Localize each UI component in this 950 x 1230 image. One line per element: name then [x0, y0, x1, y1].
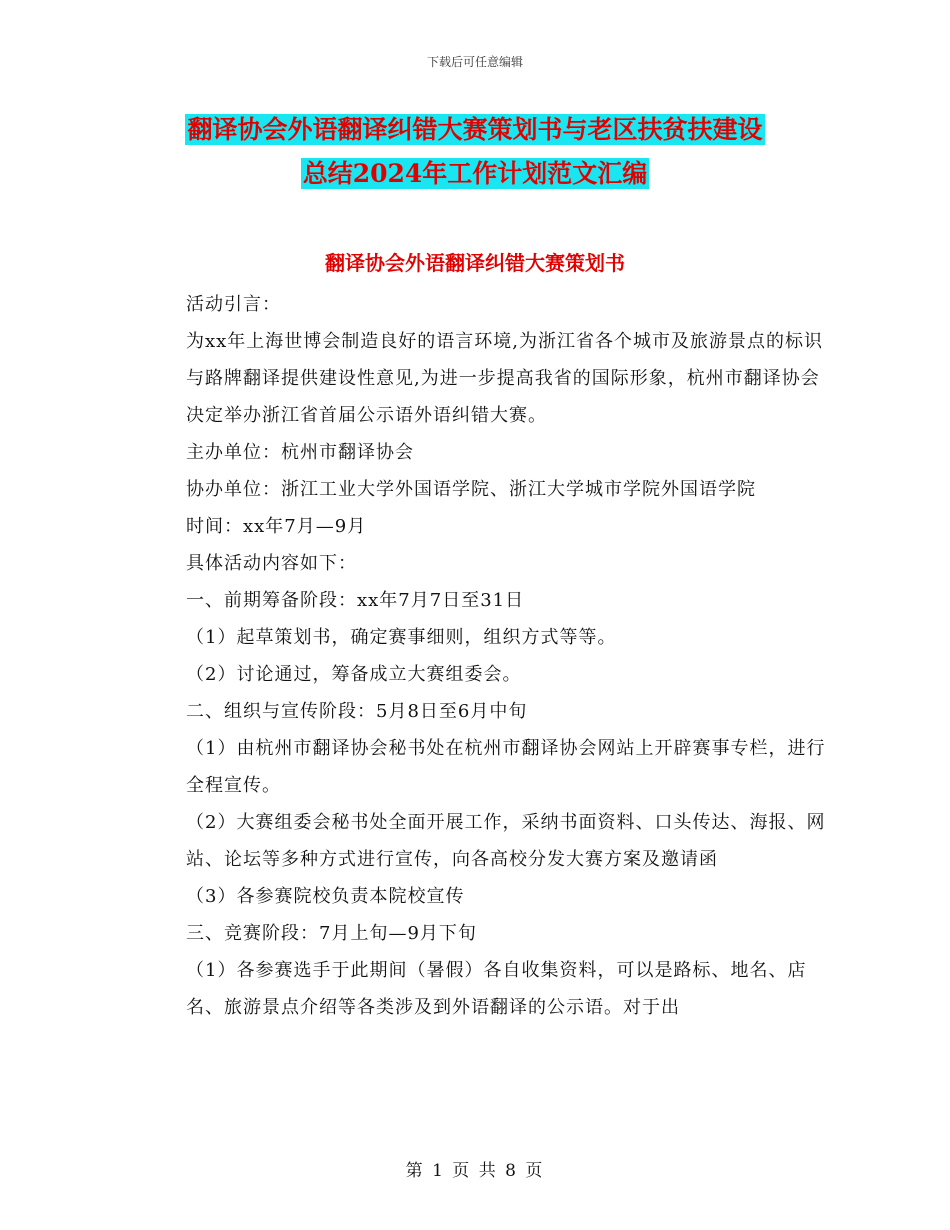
paragraph: 一、前期筹备阶段：xx年7月7日至31日 [186, 590, 525, 611]
body-text [140, 286, 830, 1026]
paragraph: （1）各参赛选手于此期间（暑假）各自收集资料，可以是路标、地名、店名、旅游景点介绍等各类涉及到外语翻译的公示语。对于出 [186, 960, 807, 1018]
paragraph: 主办单位：杭州市翻译协会 [186, 442, 414, 463]
paragraph: （2）大赛组委会秘书处全面开展工作，采纳书面资料、口头传达、海报、网站、论坛等多种方式进行宣传，向各高校分发大赛方案及邀请函 [186, 812, 826, 870]
paragraph: 协办单位：浙江工业大学外国语学院、浙江大学城市学院外国语学院 [186, 479, 756, 500]
paragraph: （1）起草策划书，确定赛事细则，组织方式等等。 [186, 627, 617, 648]
paragraph: 三、竞赛阶段：7月上旬—9月下旬 [186, 923, 477, 944]
document-title-line-1: 翻译协会外语翻译纠错大赛策划书与老区扶贫扶建设 [187, 115, 763, 144]
paragraph: （3）各参赛院校负责本院校宣传 [186, 886, 465, 907]
paragraph: 二、组织与宣传阶段：5月8日至6月中旬 [186, 701, 528, 722]
paragraph: 具体活动内容如下： [186, 553, 357, 574]
paragraph: （2）讨论通过，筹备成立大赛组委会。 [186, 664, 522, 685]
paragraph: 时间：xx年7月—9月 [186, 516, 367, 537]
paragraph: 为xx年上海世博会制造良好的语言环境,为浙江省各个城市及旅游景点的标识与路牌翻译提供建设性意见,为进一步提高我省的国际形象，杭州市翻译协会决定举办浙江省首届公示语外语纠错大赛。 [186, 331, 824, 426]
page-number-footer: 第 1 页 共 8 页 [405, 1161, 545, 1181]
paragraph: （1）由杭州市翻译协会秘书处在杭州市翻译协会网站上开辟赛事专栏，进行全程宣传。 [186, 738, 826, 796]
section-title: 翻译协会外语翻译纠错大赛策划书 [325, 251, 625, 275]
document-title-line-2: 总结2024年工作计划范文汇编 [302, 159, 648, 188]
header-note: 下载后可任意编辑 [426, 55, 523, 69]
paragraph: 活动引言： [186, 294, 281, 315]
